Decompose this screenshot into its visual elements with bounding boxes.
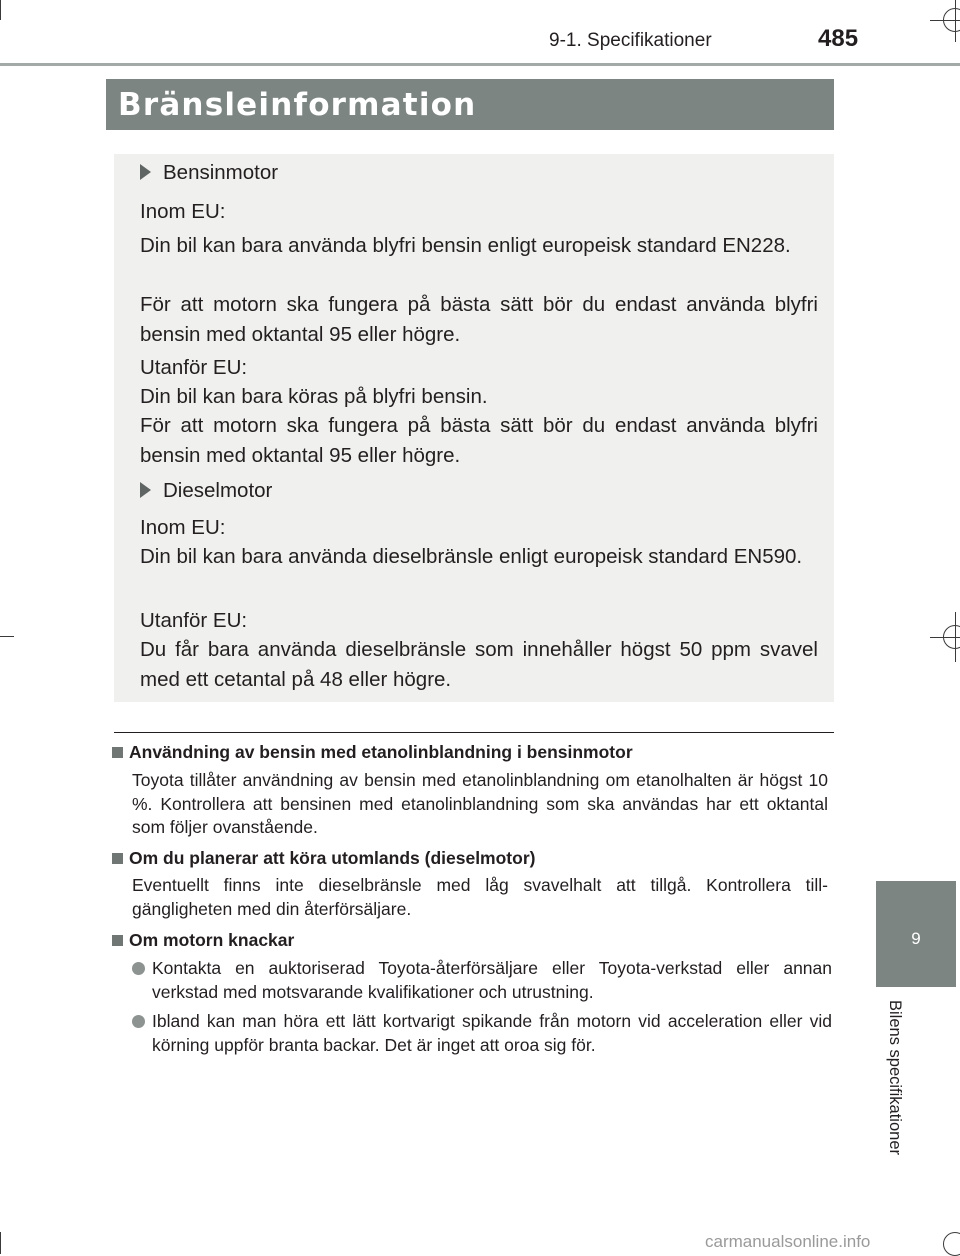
section-title: 9-1. Specifikationer: [549, 30, 712, 51]
note-heading-knocking-text: Om motorn knackar: [129, 930, 295, 950]
registration-mark-bottom-right: [943, 1232, 960, 1256]
header-rule: [0, 63, 960, 66]
note-heading-abroad: [112, 847, 535, 869]
list-item: [132, 957, 832, 1004]
registration-mark-top-right-vertical: [955, 0, 956, 42]
note-heading-ethanol-text: Användning av bensin med etanolinblandning i bensinmotor: [129, 742, 633, 762]
page-title: Bränsleinformation: [118, 87, 477, 123]
diesel-heading-text: Dieselmotor: [163, 479, 273, 502]
diesel-non-eu-text: Du får bara använda dieselbränsle som innehåller högst 50 ppm svavel med ett cetantal på 48 eller högre.: [140, 638, 818, 691]
petrol-heading: [140, 158, 278, 188]
note-heading-ethanol: [112, 741, 633, 763]
square-bullet-icon: [112, 853, 123, 864]
bullet-text-contact-dealer: Kontakta en auktoriserad Toyota-återförsäljare eller Toyota-verkstad eller annan verkstad med motsvarande kvalifikationer och utrustning.: [152, 958, 832, 1002]
petrol-eu-text-1: Din bil kan bara använda blyfri bensin enligt europeisk standard EN228.: [140, 234, 791, 257]
petrol-eu-text-2: För att motorn ska fungera på bästa sätt bör du endast använda blyfri bensin med oktantal 95 eller högre.: [140, 293, 818, 346]
diesel-heading: [140, 476, 272, 506]
triangle-bullet-icon: [140, 482, 151, 498]
crop-mark-left-middle: [0, 636, 14, 637]
section-divider: [114, 732, 834, 733]
chapter-tab: [876, 881, 956, 987]
petrol-eu-label: Inom EU:: [140, 200, 226, 223]
triangle-bullet-icon: [140, 164, 151, 180]
note-text-ethanol: Toyota tillåter användning av bensin med etanolinblandning om etanolhalten är högst 10 %. Kontrollera att bensinen med etanolinblandning som ska användas har ett oktantal som följer ovanstående.: [132, 770, 828, 837]
page-number: 485: [818, 25, 859, 52]
watermark: carmanualsonline.info: [705, 1232, 871, 1251]
square-bullet-icon: [112, 935, 123, 946]
registration-mark-top-right: [943, 8, 960, 32]
diesel-eu-label: Inom EU:: [140, 516, 226, 539]
petrol-non-eu-label: Utanför EU:: [140, 356, 248, 379]
diesel-non-eu-label: Utanför EU:: [140, 609, 248, 632]
registration-mark-right-middle-vertical: [955, 612, 956, 662]
crop-mark-bottom-left: [0, 1232, 1, 1254]
crop-mark-top-left: [0, 0, 1, 20]
chapter-number: 9: [911, 929, 921, 948]
title-banner: [106, 79, 834, 130]
note-heading-abroad-text: Om du planerar att köra utomlands (dieselmotor): [129, 848, 536, 868]
petrol-non-eu-text-1: Din bil kan bara köras på blyfri bensin.: [140, 385, 488, 408]
list-item: [132, 1010, 832, 1057]
square-bullet-icon: [112, 747, 123, 758]
note-heading-knocking: [112, 929, 294, 951]
diesel-eu-text: Din bil kan bara använda dieselbränsle enligt europeisk standard EN590.: [140, 545, 803, 568]
bullet-text-spiking-sound: Ibland kan man höra ett lätt kortvarigt spikande från motorn vid acceleration eller vid körning uppför branta backar. Det är inget att oroa sig för.: [152, 1011, 832, 1055]
petrol-heading-text: Bensinmotor: [163, 161, 279, 184]
chapter-label: Bilens specifikationer: [886, 1000, 904, 1155]
note-text-abroad: Eventuellt finns inte dieselbränsle med låg svavelhalt att tillgå. Kontrollera till-gängligheten med din återförsäljare.: [132, 875, 828, 919]
circle-bullet-icon: [132, 962, 145, 975]
petrol-non-eu-text-2: För att motorn ska fungera på bästa sätt bör du endast använda blyfri bensin med oktantal 95 eller högre.: [140, 414, 818, 467]
circle-bullet-icon: [132, 1015, 145, 1028]
